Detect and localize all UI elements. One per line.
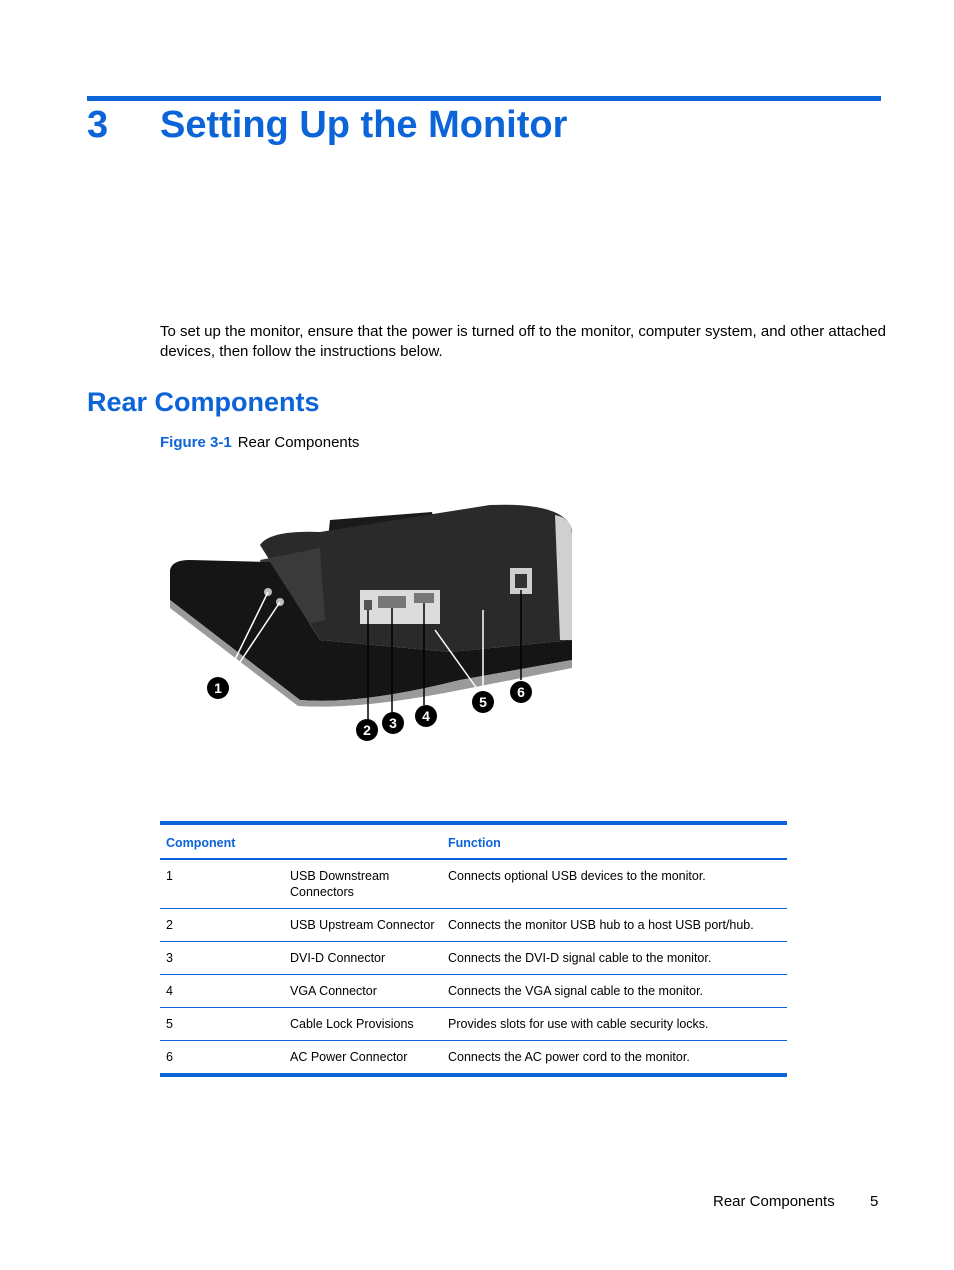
chapter-number: 3 xyxy=(87,104,109,146)
callout-4-label: 4 xyxy=(422,708,430,724)
monitor-rear-figure xyxy=(160,490,590,750)
row-number: 4 xyxy=(160,975,284,1008)
row-function: Connects the VGA signal cable to the monitor. xyxy=(442,975,787,1008)
figure-label: Figure 3-1 xyxy=(160,434,232,451)
row-component-name: AC Power Connector xyxy=(290,1050,408,1064)
usb-upstream-port xyxy=(364,600,372,610)
callout-1-label: 1 xyxy=(214,680,222,696)
callout-1 xyxy=(207,677,229,699)
row-function: Connects the AC power cord to the monitor. xyxy=(448,1050,690,1064)
row-component-name: DVI-D Connector xyxy=(284,942,442,975)
row-component-name: Cable Lock Provisions xyxy=(284,1008,442,1041)
row-number: 5 xyxy=(160,1008,284,1041)
figure-caption-text: Rear Components xyxy=(237,434,360,451)
table-row xyxy=(160,859,787,909)
table-row xyxy=(160,942,787,975)
vga-port xyxy=(414,593,434,603)
chapter-title: Setting Up the Monitor xyxy=(160,104,568,146)
header-component: Component xyxy=(160,825,284,859)
callout-6 xyxy=(510,681,532,703)
table-row xyxy=(160,1041,787,1074)
table-header-row xyxy=(160,825,787,859)
row-component-name: USB Upstream Connector xyxy=(284,909,442,942)
callout-3 xyxy=(382,712,404,734)
callout-5 xyxy=(472,691,494,713)
table-row xyxy=(160,909,787,942)
row-number: 3 xyxy=(160,942,284,975)
table-row xyxy=(160,1008,787,1041)
table-bottom-rule xyxy=(160,1073,787,1077)
callout-6-label: 6 xyxy=(517,684,525,700)
footer-section-label: Rear Components xyxy=(713,1193,835,1210)
row-function: Provides slots for use with cable security locks. xyxy=(442,1008,787,1041)
row-number: 6 xyxy=(166,1050,173,1064)
page-number: 5 xyxy=(870,1193,879,1210)
callout-2-label: 2 xyxy=(363,722,371,738)
row-number: 2 xyxy=(160,909,284,942)
header-function: Function xyxy=(442,825,787,859)
header-name xyxy=(284,825,442,859)
power-socket xyxy=(515,574,527,588)
callout-4 xyxy=(415,705,437,727)
row-number: 1 xyxy=(160,859,284,909)
dvi-port xyxy=(378,596,406,608)
row-component-name: USB Downstream Connectors xyxy=(284,859,442,909)
section-title: Rear Components xyxy=(87,387,320,417)
figure-caption xyxy=(160,434,359,451)
callout-5-label: 5 xyxy=(479,694,487,710)
components-table xyxy=(160,821,787,1077)
callout-3-label: 3 xyxy=(389,715,397,731)
intro-paragraph: To set up the monitor, ensure that the power is turned off to the monitor, computer system, and other attached devices, then follow the instructions below. xyxy=(160,323,886,360)
row-function: Connects the DVI-D signal cable to the monitor. xyxy=(442,942,787,975)
table-row xyxy=(160,975,787,1008)
row-function: Connects the monitor USB hub to a host USB port/hub. xyxy=(442,909,787,942)
row-function: Connects optional USB devices to the monitor. xyxy=(442,859,787,909)
row-component-name: VGA Connector xyxy=(284,975,442,1008)
chapter-rule xyxy=(87,96,881,101)
callout-2 xyxy=(356,719,378,741)
